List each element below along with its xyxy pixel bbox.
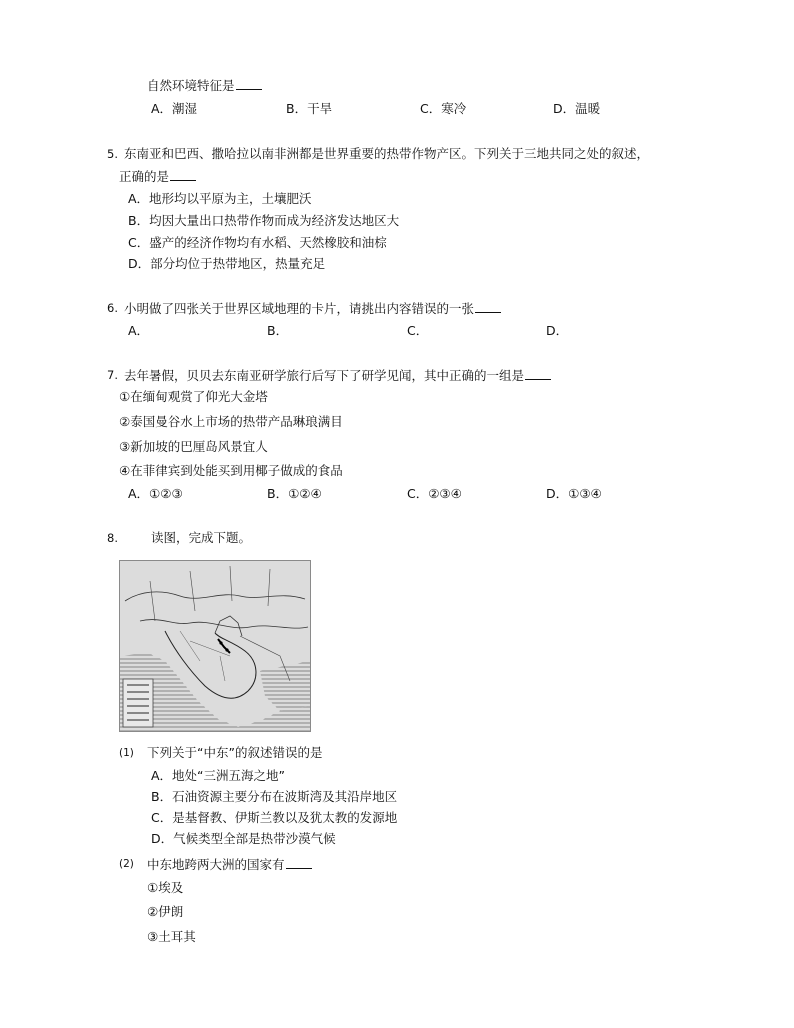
q8-sub2-item-1: ①埃及 bbox=[147, 880, 184, 895]
middle-east-map-figure bbox=[119, 560, 311, 732]
q6-option-b: B． bbox=[267, 323, 289, 338]
q8-sub2-item-3: ③土耳其 bbox=[147, 929, 196, 944]
q7-statement-1: ①在缅甸观赏了仰光大金塔 bbox=[119, 389, 268, 404]
q6-number: 6. bbox=[107, 301, 118, 315]
q7-stem: 去年暑假，贝贝去东南亚研学旅行后写下了研学见闻，其中正确的一组是 bbox=[124, 367, 551, 384]
q5-number: 5. bbox=[107, 147, 118, 161]
answer-blank bbox=[286, 856, 312, 869]
q8-sub2-stem: 中东地跨两大洲的国家有 bbox=[147, 856, 312, 873]
answer-blank bbox=[236, 77, 262, 90]
q4-stem-tail: 自然环境特征是 bbox=[147, 77, 262, 94]
q8-sub1-option-c: C．是基督教、伊斯兰教以及犹太教的发源地 bbox=[151, 810, 398, 825]
q7-option-d: D．①③④ bbox=[546, 486, 602, 501]
q6-option-a: A． bbox=[128, 323, 150, 338]
q4-option-d: D．温暖 bbox=[553, 101, 601, 116]
q7-statement-2: ②泰国曼谷水上市场的热带产品琳琅满目 bbox=[119, 414, 343, 429]
q5-stem-line2: 正确的是 bbox=[119, 168, 196, 185]
q7-number: 7. bbox=[107, 368, 118, 382]
q4-option-b: B．干旱 bbox=[286, 101, 333, 116]
answer-blank bbox=[170, 168, 196, 181]
map-drawing bbox=[120, 561, 310, 731]
q4-option-a: A．潮湿 bbox=[151, 101, 198, 116]
q8-sub1-option-a: A．地处“三洲五海之地” bbox=[151, 768, 286, 783]
q8-sub2-number: (2) bbox=[119, 858, 134, 870]
q8-sub1-option-b: B．石油资源主要分布在波斯湾及其沿岸地区 bbox=[151, 789, 398, 804]
q6-option-c: C． bbox=[407, 323, 429, 338]
answer-blank bbox=[525, 367, 551, 380]
q5-option-d: D．部分均位于热带地区，热量充足 bbox=[128, 256, 326, 271]
q8-sub1-stem: 下列关于“中东”的叙述错误的是 bbox=[147, 745, 323, 760]
q4-option-c: C．寒冷 bbox=[420, 101, 467, 116]
q8-sub2-item-2: ②伊朗 bbox=[147, 904, 184, 919]
q8-sub1-number: (1) bbox=[119, 747, 134, 759]
answer-blank bbox=[475, 300, 501, 313]
q5-stem-line1: 东南亚和巴西、撒哈拉以南非洲都是世界重要的热带作物产区。下列关于三地共同之处的叙述， bbox=[124, 146, 650, 161]
q7-statement-4: ④在菲律宾到处能买到用椰子做成的食品 bbox=[119, 463, 343, 478]
q7-option-c: C．②③④ bbox=[407, 486, 462, 501]
q8-stem: 读图，完成下题。 bbox=[151, 530, 252, 545]
q5-option-b: B．均因大量出口热带作物而成为经济发达地区大 bbox=[128, 213, 400, 228]
q5-option-a: A．地形均以平原为主，土壤肥沃 bbox=[128, 191, 312, 206]
q7-option-a: A．①②③ bbox=[128, 486, 183, 501]
q5-option-c: C．盛产的经济作物均有水稻、天然橡胶和油棕 bbox=[128, 235, 387, 250]
q6-option-d: D． bbox=[546, 323, 569, 338]
q6-stem: 小明做了四张关于世界区域地理的卡片，请挑出内容错误的一张 bbox=[124, 300, 501, 317]
q8-sub1-option-d: D．气候类型全部是热带沙漠气候 bbox=[151, 831, 336, 846]
q7-statement-3: ③新加坡的巴厘岛风景宜人 bbox=[119, 439, 268, 454]
q8-number: 8. bbox=[107, 531, 118, 545]
q7-option-b: B．①②④ bbox=[267, 486, 322, 501]
